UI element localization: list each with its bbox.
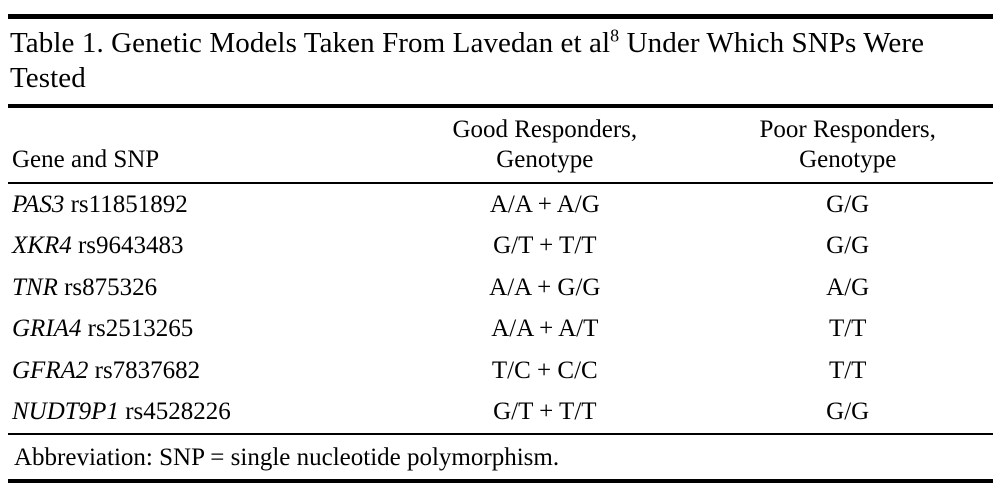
- table-footnote: Abbreviation: SNP = single nucleotide polymorphism.: [14, 443, 560, 471]
- column-header-good-responders-line1: Good Responders,: [452, 115, 638, 143]
- snp-id: rs4528226: [118, 398, 231, 426]
- snp-id: rs875326: [57, 273, 158, 301]
- table-body: [8, 184, 993, 433]
- cell-good-responders: A/A + A/T: [491, 315, 599, 343]
- column-header-poor-responders-line1: Poor Responders,: [759, 115, 936, 143]
- cell-poor-responders: T/T: [828, 315, 867, 343]
- column-header-poor-responders-line2: Genotype: [799, 146, 897, 174]
- caption-superscript: 8: [610, 25, 620, 46]
- column-header-good-responders: [387, 108, 702, 182]
- column-header-good-responders-line2: Genotype: [496, 146, 594, 174]
- gene-name: XKR4: [12, 232, 72, 260]
- cell-good-responders: A/A + G/G: [489, 273, 601, 301]
- cell-poor-responders: G/G: [826, 398, 870, 426]
- column-header-poor-responders: [702, 108, 993, 182]
- column-header-gene-snp: [8, 108, 387, 182]
- column-header-gene-snp-line1: Gene and SNP: [12, 146, 160, 174]
- cell-poor-responders: A/G: [826, 273, 870, 301]
- cell-good-responders: G/T + T/T: [493, 232, 597, 260]
- table-bottom-rule: [8, 479, 993, 483]
- caption-suffix: Under Which SNPs Were Tested: [10, 27, 925, 94]
- table-figure: [0, 14, 1001, 483]
- snp-id: rs7837682: [88, 356, 201, 384]
- table-caption: [8, 19, 993, 104]
- snp-id: rs2513265: [81, 315, 194, 343]
- gene-name: NUDT9P1: [12, 398, 119, 426]
- table-row: [8, 391, 993, 433]
- table-row: [8, 350, 993, 392]
- cell-gene-snp: [8, 267, 387, 309]
- cell-poor-responders: G/G: [826, 190, 870, 218]
- cell-good-responders: T/C + C/C: [491, 356, 598, 384]
- snp-id: rs9643483: [71, 232, 184, 260]
- gene-name: PAS3: [12, 190, 65, 218]
- gene-name: GFRA2: [12, 356, 89, 384]
- table-row: [8, 308, 993, 350]
- cell-poor-responders: G/G: [826, 232, 870, 260]
- snp-id: rs11851892: [64, 190, 188, 218]
- genetic-models-table: [8, 108, 993, 182]
- gene-name: TNR: [12, 273, 58, 301]
- cell-good-responders: G/T + T/T: [493, 398, 597, 426]
- cell-good-responders: A/A + A/G: [489, 190, 600, 218]
- gene-name: GRIA4: [12, 315, 82, 343]
- table-row: [8, 184, 993, 226]
- table-header: [8, 108, 993, 182]
- cell-gene-snp: [8, 391, 387, 433]
- table-header-row: [8, 108, 993, 182]
- cell-gene-snp: [8, 225, 387, 267]
- table-row: [8, 267, 993, 309]
- genetic-models-table-body: [8, 184, 993, 433]
- cell-gene-snp: [8, 350, 387, 392]
- table-row: [8, 225, 993, 267]
- cell-gene-snp: [8, 308, 387, 350]
- caption-prefix: Table 1. Genetic Models Taken From Lavedan et al: [10, 27, 611, 59]
- cell-gene-snp: [8, 184, 387, 226]
- cell-poor-responders: T/T: [828, 356, 867, 384]
